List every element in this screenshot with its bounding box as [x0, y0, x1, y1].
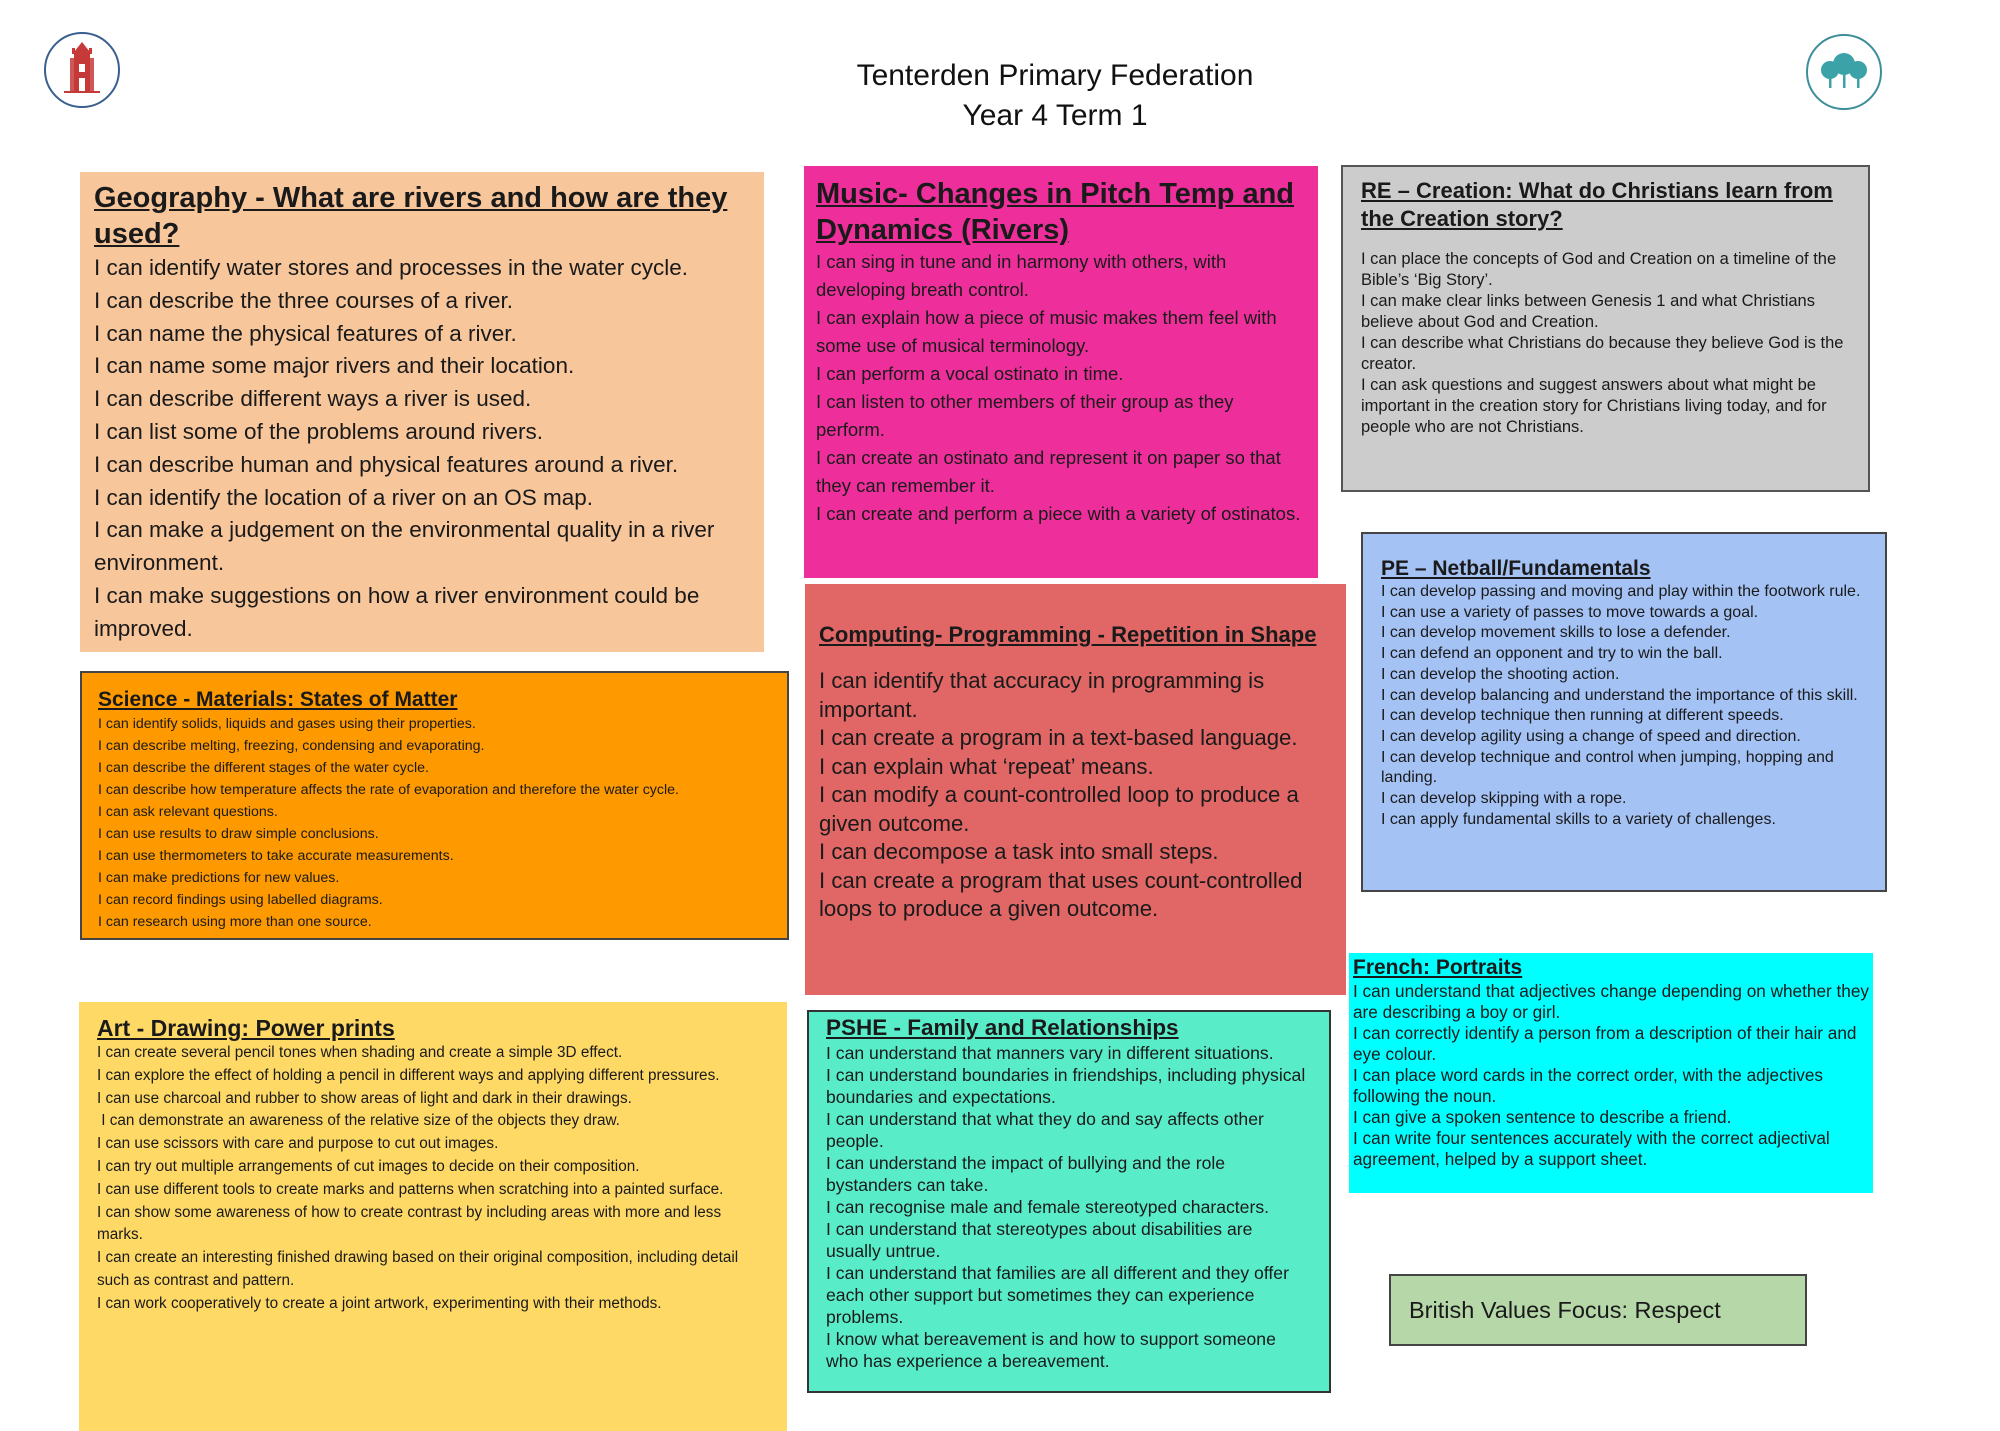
french-panel	[1349, 953, 1873, 1193]
list-item: I can understand the impact of bullying and the role bystanders can take.	[826, 1153, 1226, 1195]
list-item: I can make predictions for new values.	[98, 870, 340, 886]
list-item: I can identify that accuracy in programming is important.	[819, 668, 1265, 722]
list-item: I can recognise male and female stereotyped characters.	[826, 1197, 1270, 1217]
computing-list	[819, 667, 1332, 924]
list-item: I know what bereavement is and how to support someone who has experience a bereavement.	[826, 1329, 1276, 1371]
list-item: I can describe human and physical features around a river.	[94, 451, 679, 477]
french-list	[1353, 981, 1869, 1170]
list-item: I can create an interesting finished drawing based on their original composition, including detail such as contrast and pattern.	[97, 1249, 739, 1289]
list-item: I can explain how a piece of music makes them feel with some use of musical terminology.	[816, 307, 1277, 356]
art-panel	[79, 1002, 787, 1431]
re-title: RE – Creation: What do Christians learn from the Creation story?	[1361, 178, 1833, 231]
list-item: I can make a judgement on the environmental quality in a river environment.	[94, 517, 715, 576]
re-panel	[1341, 165, 1870, 492]
list-item: I can correctly identify a person from a description of their hair and eye colour.	[1353, 1023, 1857, 1064]
list-item: I can describe different ways a river is used.	[94, 386, 532, 412]
list-item: I can ask questions and suggest answers about what might be important in the creation story for Christians living today, and for people who are not Christians.	[1361, 376, 1827, 436]
list-item: I can develop technique then running at different speeds.	[1381, 707, 1784, 725]
list-item: I can create several pencil tones when shading and create a simple 3D effect.	[97, 1044, 623, 1061]
list-item: I can research using more than one source.	[98, 914, 372, 930]
british-values-panel	[1389, 1274, 1807, 1346]
list-item: I can develop technique and control when jumping, hopping and landing.	[1381, 748, 1834, 787]
list-item: I can explore the effect of holding a pencil in different ways and applying different pressures.	[97, 1066, 720, 1084]
page-header	[0, 56, 2000, 136]
pshe-list	[826, 1042, 1312, 1372]
list-item: I can sing in tune and in harmony with others, with developing breath control.	[816, 251, 1227, 300]
pe-list	[1381, 582, 1867, 830]
list-item: I can perform a vocal ostinato in time.	[816, 363, 1124, 384]
british-values-label: British Values Focus: Respect	[1409, 1296, 1721, 1323]
list-item: I can make suggestions on how a river environment could be improved.	[94, 582, 700, 641]
list-item: I can identify water stores and processes in the water cycle.	[94, 255, 689, 280]
re-list	[1361, 249, 1850, 438]
geography-list	[94, 252, 750, 646]
list-item: I can show some awareness of how to create contrast by including areas with more and less marks.	[97, 1203, 722, 1244]
list-item: I can identify the location of a river on an OS map.	[94, 484, 594, 510]
list-item: I can name the physical features of a river.	[94, 320, 517, 346]
list-item: I can place the concepts of God and Creation on a timeline of the Bible’s ‘Big Story’.	[1361, 250, 1837, 289]
list-item: I can use a variety of passes to move towards a goal.	[1381, 603, 1759, 621]
list-item: I can decompose a task into small steps.	[819, 839, 1219, 864]
list-item: I can describe the different stages of the water cycle.	[98, 760, 429, 776]
list-item: I can apply fundamental skills to a variety of challenges.	[1381, 810, 1776, 828]
pshe-panel	[807, 1010, 1331, 1393]
pe-title: PE – Netball/Fundamentals	[1381, 557, 1651, 580]
art-list	[97, 1042, 769, 1316]
list-item: I can understand boundaries in friendships, including physical boundaries and expectations.	[826, 1065, 1306, 1107]
geography-panel	[80, 172, 764, 652]
page-subtitle: Year 4 Term 1	[962, 99, 1148, 132]
list-item: I can develop skipping with a rope.	[1381, 790, 1627, 808]
list-item: I can give a spoken sentence to describe a friend.	[1353, 1107, 1732, 1127]
list-item: I can develop passing and moving and play within the footwork rule.	[1381, 583, 1861, 600]
list-item: I can identify solids, liquids and gases using their properties.	[98, 716, 476, 732]
list-item: I can ask relevant questions.	[98, 804, 278, 820]
list-item: I can use results to draw simple conclusions.	[98, 826, 379, 842]
list-item: I can listen to other members of their group as they perform.	[816, 391, 1234, 440]
list-item: I can develop the shooting action.	[1381, 665, 1620, 683]
computing-panel	[805, 584, 1346, 995]
list-item: I can use different tools to create marks and patterns when scratching into a painted surface.	[97, 1180, 724, 1198]
list-item: I can explain what ‘repeat’ means.	[819, 753, 1154, 779]
pshe-title: PSHE - Family and Relationships	[826, 1015, 1179, 1040]
list-item: I can use charcoal and rubber to show areas of light and dark in their drawings.	[97, 1089, 632, 1107]
list-item: I can describe the three courses of a river.	[94, 287, 513, 313]
list-item: I can understand that stereotypes about disabilities are usually untrue.	[826, 1219, 1253, 1261]
list-item: I can create a program that uses count-controlled loops to produce a given outcome.	[819, 867, 1303, 921]
list-item: I can describe what Christians do because they believe God is the creator.	[1361, 334, 1844, 373]
pe-panel	[1361, 532, 1887, 892]
list-item: I can develop balancing and understand the importance of this skill.	[1381, 686, 1858, 704]
list-item: I can describe how temperature affects the rate of evaporation and therefore the water cycle.	[98, 782, 679, 798]
list-item: I can develop agility using a change of speed and direction.	[1381, 727, 1801, 745]
french-title: French: Portraits	[1353, 956, 1523, 979]
list-item: I can place word cards in the correct order, with the adjectives following the noun.	[1353, 1065, 1824, 1106]
page-title: Tenterden Primary Federation	[856, 59, 1254, 92]
list-item: I can use thermometers to take accurate measurements.	[98, 848, 454, 864]
music-title: Music- Changes in Pitch Temp and Dynamics (Rivers)	[816, 178, 1295, 246]
science-list	[98, 713, 771, 933]
computing-title: Computing- Programming - Repetition in Shape	[819, 622, 1317, 647]
list-item: I can try out multiple arrangements of cut images to decide on their composition.	[97, 1157, 640, 1175]
list-item: I can create an ostinato and represent it on paper so that they can remember it.	[816, 447, 1281, 496]
art-title: Art - Drawing: Power prints	[97, 1015, 395, 1041]
list-item: I can write four sentences accurately with the correct adjectival agreement, helped by a support sheet.	[1353, 1128, 1830, 1169]
list-item: I can create and perform a piece with a variety of ostinatos.	[816, 503, 1301, 524]
science-panel	[80, 671, 789, 940]
list-item: I can use scissors with care and purpose to cut out images.	[97, 1135, 499, 1153]
list-item: I can demonstrate an awareness of the relative size of the objects they draw.	[97, 1112, 620, 1130]
list-item: I can name some major rivers and their location.	[94, 353, 575, 379]
music-panel	[804, 166, 1318, 578]
list-item: I can create a program in a text-based language.	[819, 725, 1298, 750]
list-item: I can understand that manners vary in different situations.	[826, 1043, 1274, 1063]
geography-title: Geography - What are rivers and how are they used?	[94, 182, 728, 250]
list-item: I can understand that adjectives change depending on whether they are describing a boy or girl.	[1353, 981, 1869, 1022]
list-item: I can describe melting, freezing, condensing and evaporating.	[98, 738, 485, 754]
list-item: I can develop movement skills to lose a defender.	[1381, 624, 1731, 642]
list-item: I can defend an opponent and try to win the ball.	[1381, 645, 1723, 663]
list-item: I can work cooperatively to create a joint artwork, experimenting with their methods.	[97, 1294, 662, 1312]
list-item: I can list some of the problems around rivers.	[94, 418, 543, 444]
music-list	[816, 248, 1306, 528]
science-title: Science - Materials: States of Matter	[98, 688, 458, 711]
list-item: I can record findings using labelled diagrams.	[98, 892, 383, 908]
list-item: I can modify a count-controlled loop to produce a given outcome.	[819, 782, 1299, 836]
list-item: I can make clear links between Genesis 1 and what Christians believe about God and Creation.	[1361, 292, 1815, 331]
list-item: I can understand that families are all different and they offer each other support but sometimes they can experience problems.	[826, 1263, 1289, 1327]
list-item: I can understand that what they do and say affects other people.	[826, 1109, 1264, 1151]
